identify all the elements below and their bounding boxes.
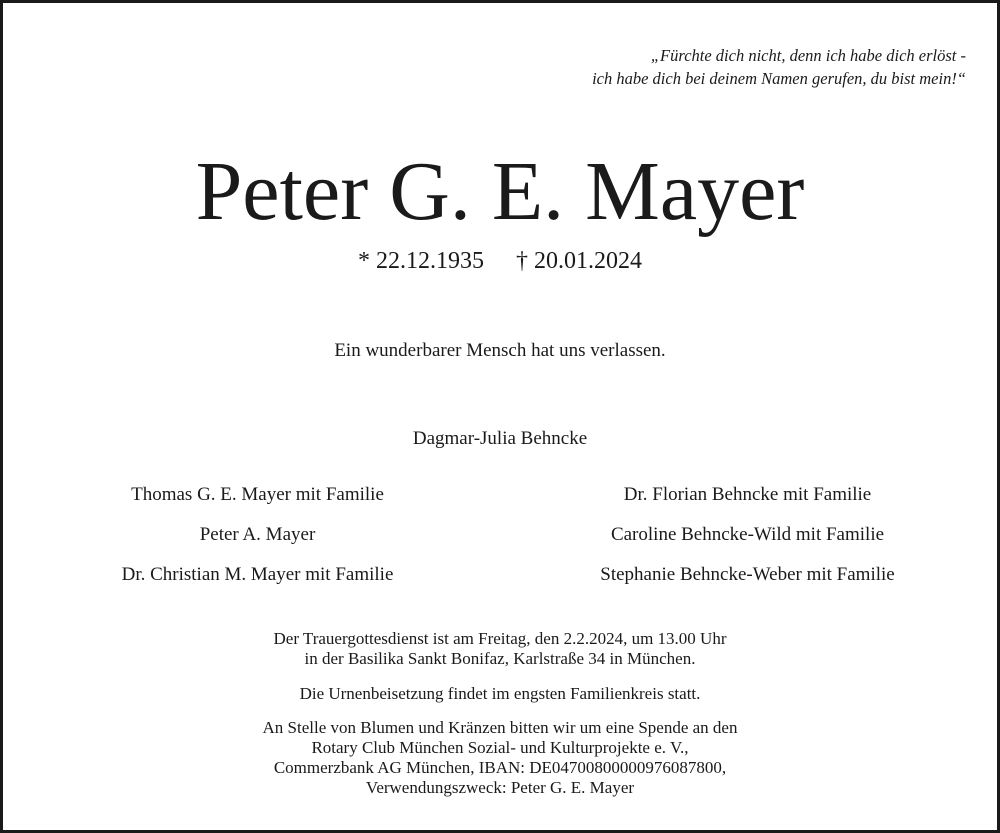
deceased-name: Peter G. E. Mayer (195, 145, 805, 238)
mourner-name: Thomas G. E. Mayer mit Familie (131, 484, 384, 505)
urn-burial-info (0, 684, 1000, 704)
quote-line-2: ich habe dich bei deinem Namen gerufen, du bist mein!“ (592, 69, 966, 88)
death-date: † 20.01.2024 (516, 248, 642, 274)
funeral-service-info (0, 629, 1000, 669)
donation-line-2: Rotary Club München Sozial- und Kulturprojekte e. V., (311, 738, 689, 757)
mourner-name: Peter A. Mayer (199, 524, 316, 545)
tagline: Ein wunderbarer Mensch hat uns verlassen. (334, 340, 666, 361)
donation-info (0, 718, 1000, 798)
service-line-1: Der Trauergottesdienst ist am Freitag, den 2.2.2024, um 13.00 Uhr (273, 629, 727, 648)
mourners-left-column (60, 482, 455, 602)
donation-line-4: Verwendungszweck: Peter G. E. Mayer (365, 778, 635, 797)
partner-name: Dagmar-Julia Behncke (412, 428, 588, 449)
quote-line-1: „Fürchte dich nicht, denn ich habe dich erlöst - (650, 46, 966, 65)
mourner-name: Stephanie Behncke-Weber mit Familie (600, 564, 895, 585)
mourners-right-column (550, 482, 945, 602)
mourner-name: Dr. Christian M. Mayer mit Familie (121, 564, 394, 585)
mourner-name: Dr. Florian Behncke mit Familie (623, 484, 872, 505)
service-line-2: in der Basilika Sankt Bonifaz, Karlstraße 34 in München. (304, 649, 696, 668)
donation-line-1: An Stelle von Blumen und Kränzen bitten wir um eine Spende an den (262, 718, 738, 737)
birth-date: * 22.12.1935 (358, 248, 484, 274)
life-dates (0, 245, 1000, 277)
bible-quote (592, 44, 966, 90)
urn-line: Die Urnenbeisetzung findet im engsten Familienkreis statt. (299, 684, 701, 703)
mourner-name: Caroline Behncke-Wild mit Familie (610, 524, 885, 545)
donation-line-3: Commerzbank AG München, IBAN: DE04700800000976087800, (273, 758, 727, 777)
